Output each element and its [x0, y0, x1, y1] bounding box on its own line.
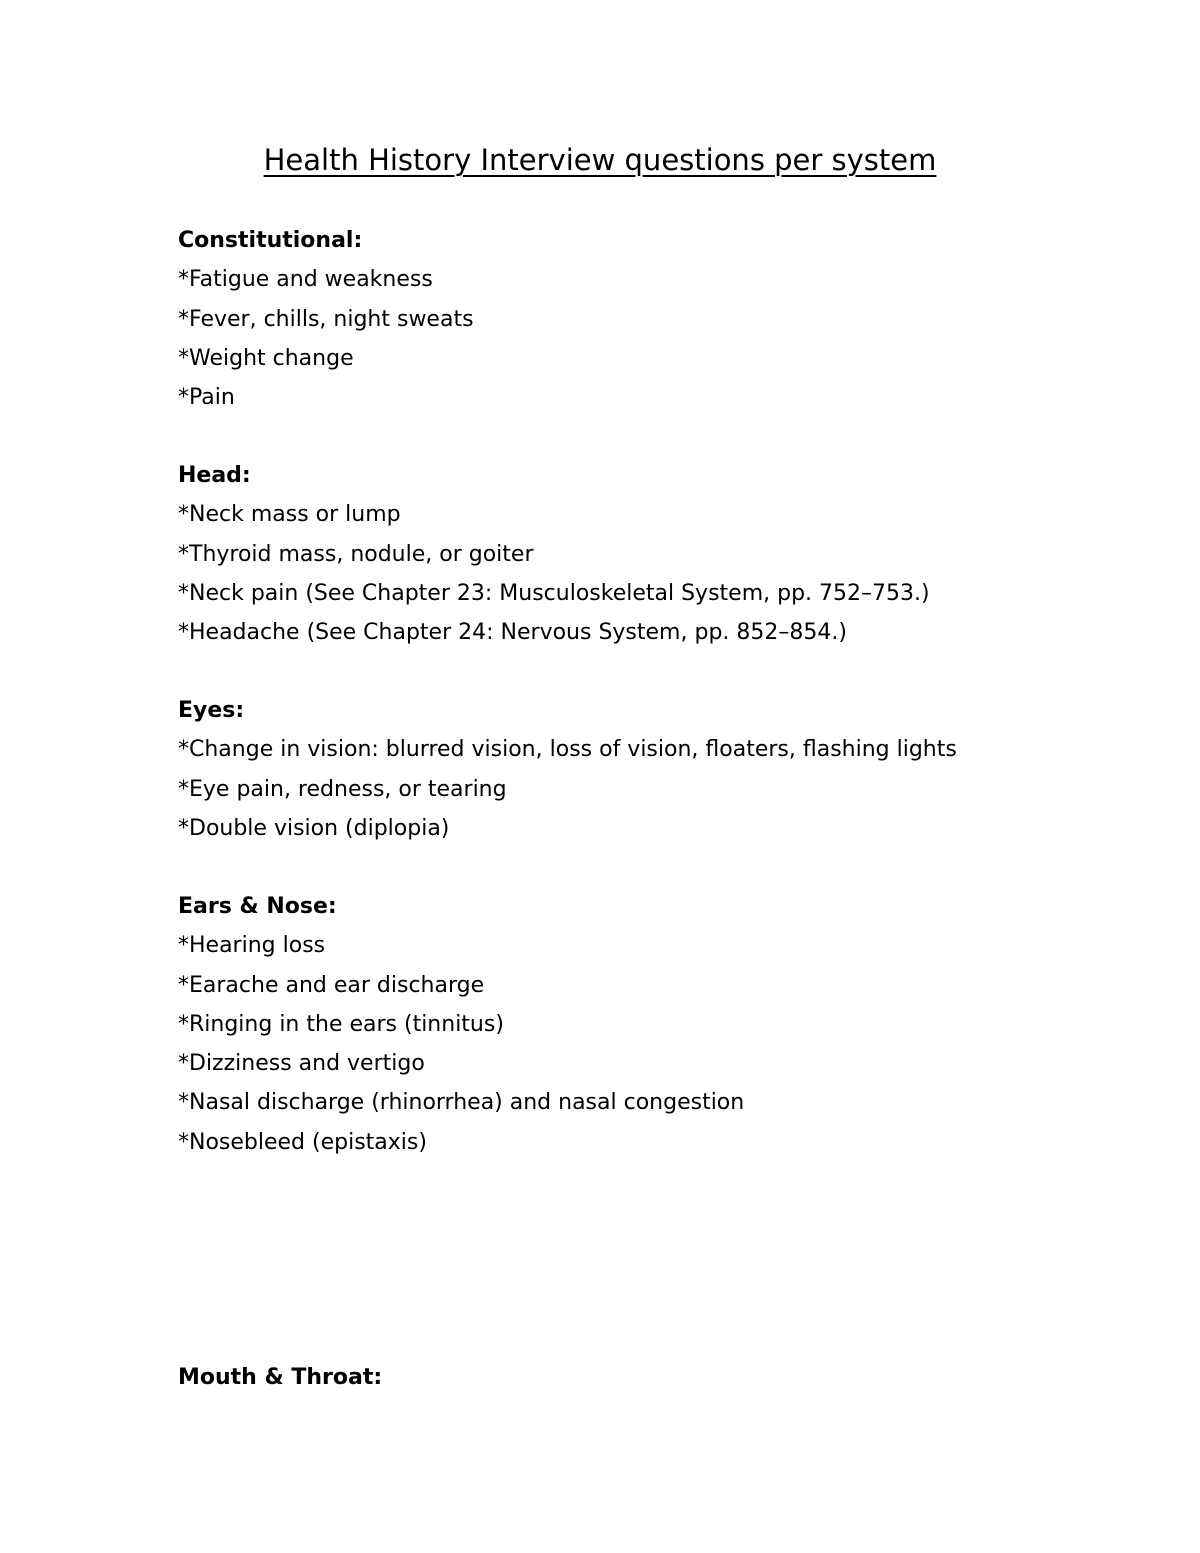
section-head: [178, 456, 1158, 652]
section-heading: Head:: [178, 463, 251, 488]
list-item: *Earache and ear discharge: [178, 972, 485, 998]
section-heading: Eyes:: [178, 698, 245, 723]
section-heading: Mouth & Throat:: [178, 1365, 383, 1390]
list-item: *Hearing loss: [178, 933, 326, 959]
list-item: *Nasal discharge (rhinorrhea) and nasal congestion: [178, 1090, 745, 1116]
section-ears-nose: [178, 887, 1158, 1162]
list-item: *Double vision (diplopia): [178, 815, 450, 841]
list-item: *Thyroid mass, nodule, or goiter: [178, 541, 534, 567]
list-item: *Neck pain (See Chapter 23: Musculoskeletal System, pp. 752–753.): [178, 580, 930, 606]
list-item: *Dizziness and vertigo: [178, 1051, 425, 1077]
list-item: *Headache (See Chapter 24: Nervous System, pp. 852–854.): [178, 620, 847, 646]
section-mouth-throat: [178, 1358, 1158, 1397]
list-item: *Ringing in the ears (tinnitus): [178, 1011, 504, 1037]
section-heading: Constitutional:: [178, 228, 363, 253]
list-item: *Weight change: [178, 345, 354, 371]
page-title: Health History Interview questions per system: [263, 143, 937, 177]
list-item: *Eye pain, redness, or tearing: [178, 776, 507, 802]
section-heading: Ears & Nose:: [178, 894, 337, 919]
section-eyes: [178, 691, 1158, 848]
list-item: *Nosebleed (epistaxis): [178, 1129, 427, 1155]
list-item: *Neck mass or lump: [178, 502, 401, 528]
list-item: *Fever, chills, night sweats: [178, 306, 474, 332]
section-constitutional: [178, 221, 1158, 417]
list-item: *Change in vision: blurred vision, loss of vision, floaters, flashing lights: [178, 737, 957, 763]
list-item: *Pain: [178, 385, 235, 411]
list-item: *Fatigue and weakness: [178, 267, 433, 293]
